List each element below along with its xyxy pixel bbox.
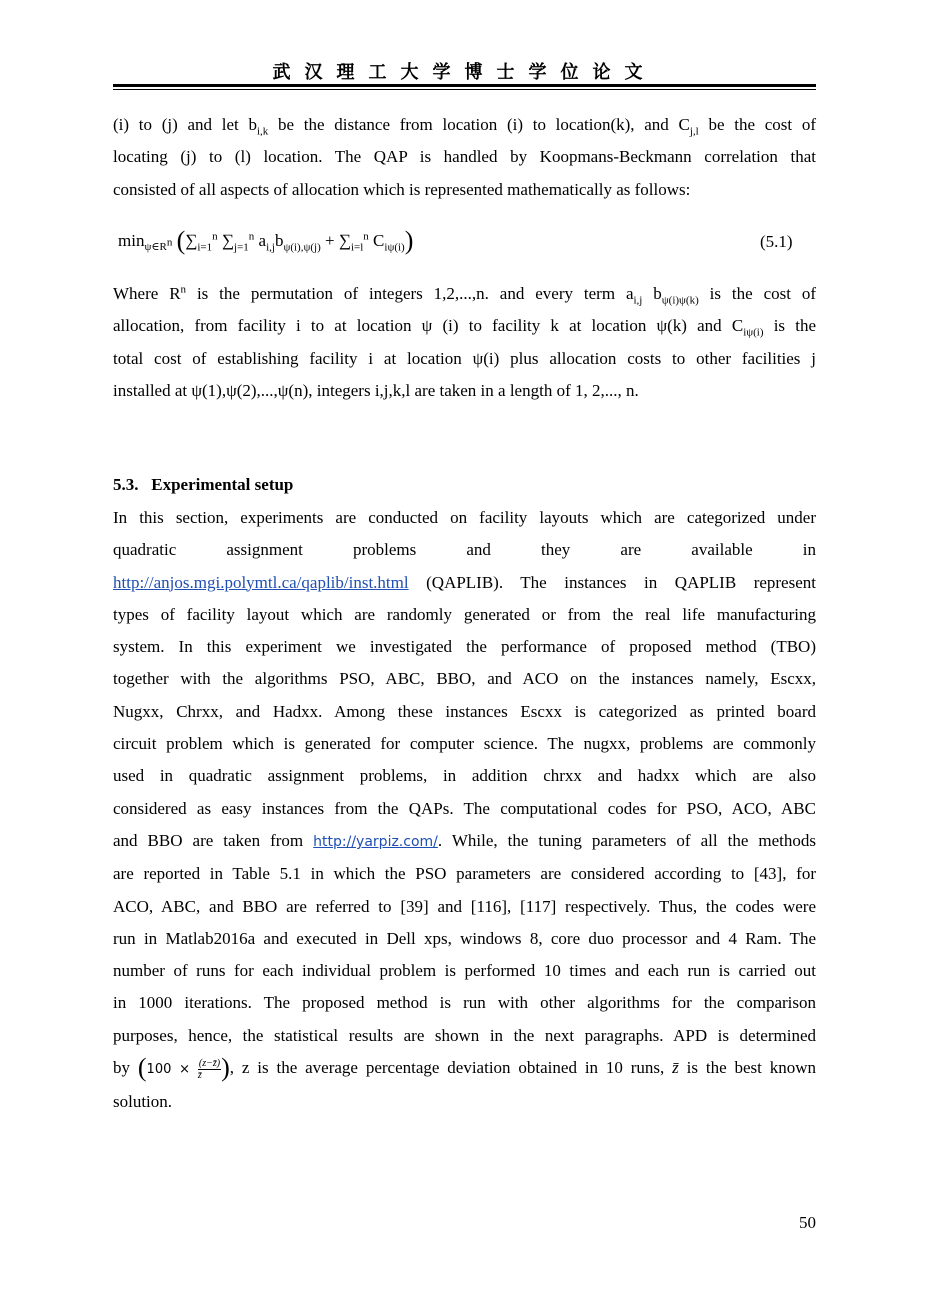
text-line: consisted of all aspects of allocation which is represented mathematically as follows: (113, 179, 691, 199)
text-line: Nugxx, Chrxx, and Hadxx. Among these instances Escxx is categorized as printed board (113, 701, 816, 721)
text-line: ACO, ABC, and BBO are referred to [39] and [116], [117] respectively. Thus, the codes were (113, 896, 816, 916)
apd-formula: (100 × $\frac{(z-z̄)}{z̄}$) (137, 1053, 230, 1083)
text-line: run in Matlab2016a and executed in Dell xps, windows 8, core duo processor and 4 Ram. The (113, 928, 816, 948)
section-number: 5.3. (113, 475, 139, 494)
text-line: solution. (113, 1092, 173, 1112)
paragraph-experimental-setup (113, 502, 816, 1119)
text-line: Where $R^n$ is the permutation of integers 1,2,...,n. and every term $a_{i,j}$ $b_{\psi(i)\psi(k)}$ is the cost of (113, 283, 817, 307)
text-line: allocation, from facility i to at location ψ (i) to facility k at location ψ(k) and $C_{i\psi(i)}$ is the (113, 316, 816, 339)
text-line: used in quadratic assignment problems, in addition chrxx and hadxx which are also (113, 766, 816, 786)
text-line: by (100 × $\frac{(z-z̄)}{z̄}$), z is the average percentage deviation obtained in 10 runs, z̄ is the best known (113, 1053, 817, 1083)
section-heading (113, 475, 293, 495)
text-line: locating (j) to (l) location. The QAP is handled by Koopmans-Beckmann correlation that (113, 147, 816, 167)
equation-number: (5.1) (760, 232, 793, 251)
paragraph-permutation (113, 278, 816, 407)
page-number: 50 (799, 1213, 816, 1232)
text-line: number of runs for each individual problem is performed 10 times and each run is carried out (113, 961, 816, 981)
text-line: (i) to (j) and let $b_{i,k}$ be the distance from location (i) to location(k), and $C_{j,l}$ be the cost of (113, 115, 816, 138)
text-line: are reported in Table 5.1 in which the PSO parameters are considered according to [43], for (113, 864, 816, 884)
qaplib-link[interactable]: http://anjos.mgi.polymtl.ca/qaplib/inst.html (113, 572, 409, 592)
text-line: purposes, hence, the statistical results are shown in the next paragraphs. APD is determined (113, 1025, 816, 1045)
text-line: together with the algorithms PSO, ABC, BBO, and ACO on the instances namely, Escxx, (113, 669, 816, 689)
header-rule-thick (113, 84, 816, 87)
text-line: In this section, experiments are conducted on facility layouts which are categorized under (113, 508, 816, 527)
section-title: Experimental setup (151, 475, 294, 494)
yarpiz-link[interactable]: http://yarpiz.com/ (313, 833, 438, 850)
text-line: total cost of establishing facility i at location ψ(i) plus allocation costs to other facilities j (113, 348, 816, 368)
text-line: quadratic assignment problems and they are available in (113, 540, 816, 560)
text-line: types of facility layout which are randomly generated or from the real life manufacturing (113, 604, 816, 624)
text-line: http://anjos.mgi.polymtl.ca/qaplib/inst.html (QAPLIB). The instances in QAPLIB represent (113, 572, 816, 592)
text-line: circuit problem which is generated for computer science. The nugxx, problems are commonly (113, 734, 816, 754)
text-line: system. In this experiment we investigated the performance of proposed method (TBO) (113, 637, 816, 657)
equation-5-1: $\min_{\psi\in R^n} (\sum_{i=1}^n$ $\sum_{j=1}^n$ $a_{i,j}b_{\psi(i),\psi(j)} + \sum_{i=l}^n$ $C_{i\psi(i)}$) (118, 226, 414, 255)
paragraph-qap-definition (113, 109, 816, 206)
text-line: considered as easy instances from the QAPs. The computational codes for PSO, ACO, ABC (113, 798, 816, 818)
text-line: in 1000 iterations. The proposed method is run with other algorithms for the comparison (113, 993, 816, 1013)
page-header-title: 武汉理工大学博士学位论文 (272, 62, 657, 83)
text-line: installed at ψ(1),ψ(2),...,ψ(n), integers i,j,k,l are taken in a length of 1, 2,..., n. (113, 380, 639, 400)
text-line: and BBO are taken from http://yarpiz.com/. While, the tuning parameters of all the methods (113, 830, 816, 850)
header-rule-thin (113, 89, 816, 90)
